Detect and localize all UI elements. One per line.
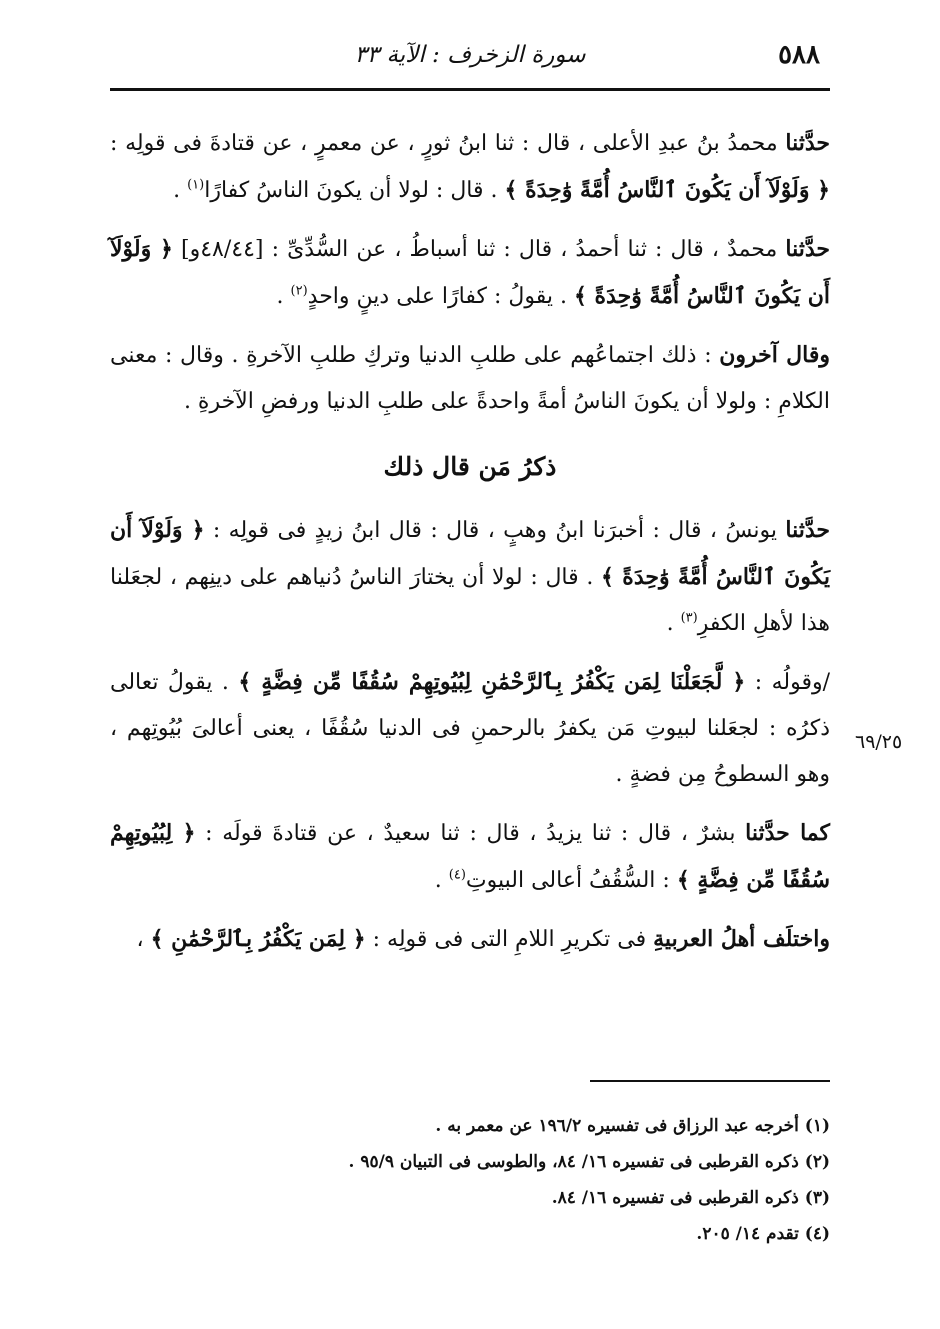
paragraph-text: فى تكريرِ اللامِ التى فى قولِه :: [365, 927, 654, 952]
paragraph-text: محمدُ بنُ عبدِ الأعلى ، قال : ثنا ابنُ ثورٍ ، عن معمرٍ ، عن قتادةَ فى قولِه :: [110, 131, 786, 156]
paragraph-end: .: [434, 868, 449, 893]
paragraph: [110, 332, 830, 425]
paragraph-end: .: [666, 611, 681, 636]
paragraph: [110, 659, 830, 798]
section-heading: ذكرُ مَن قال ذلك: [383, 452, 557, 481]
quran-verse: ﴿ وَلَوْلَآ أَن يَكُونَ ٱلنَّاسُ أُمَّةً وَٰحِدَةً ﴾: [504, 177, 830, 203]
paragraph-lead: حدَّثنا: [785, 236, 830, 262]
page-number: ٥٨٨: [778, 40, 820, 70]
paragraph-lead: وقال آخرون: [719, 342, 830, 368]
paragraph-lead: حدَّثنا: [785, 517, 830, 543]
paragraph: [110, 916, 830, 963]
paragraph-text: بشرٌ ، قال : ثنا يزيدُ ، قال : ثنا سعيدٌ ، عن قتادةَ قولَه :: [195, 821, 746, 846]
footnote: (٢) ذكره القرطبى فى تفسيره ١٦/ ٨٤، والطوسى فى التبيان ٩٥/٩ .: [348, 1152, 830, 1172]
paragraph: [110, 507, 830, 647]
paragraph-tail: . يقولُ : كفارًا على دينٍ واحدٍ: [307, 284, 574, 309]
paragraph-text: : ذلك اجتماعُهم على طلبِ الدنيا وتركِ طلبِ الآخرةِ . وقال : معنى الكلامِ : ولولا أن يكونَ الناسُ أمةً واحدةً على طلبِ الدنيا ورفضِ الآخرةِ .: [110, 343, 830, 414]
page-header: [110, 32, 830, 91]
quran-verse: ﴿ لِبُيُوتِهِمْ سُقُفًا مِّن فِضَّةٍ ﴾: [110, 820, 830, 893]
body-text: [110, 120, 830, 975]
quran-verse: ﴿ وَلَوْلَآ أَن يَكُونَ ٱلنَّاسُ أُمَّةً وَٰحِدَةً ﴾: [110, 517, 830, 590]
footnote-separator: [590, 1080, 830, 1082]
quran-verse: ﴿ لَّجَعَلْنَا لِمَن يَكْفُرُ بِٱلرَّحْمَٰنِ لِبُيُوتِهِمْ سُقُفًا مِّن فِضَّةٍ ﴾: [238, 669, 746, 695]
footnote-ref: (٢): [290, 283, 308, 299]
paragraph: [110, 810, 830, 904]
footnote-ref: (٤): [448, 867, 466, 883]
paragraph-tail: ،: [136, 927, 151, 952]
paragraph-tail: . قال : لولا أن يختارَ الناسُ دُنياهم على دينِهم ، لجعَلنا هذا لأهلِ الكفرِ: [110, 565, 830, 636]
paragraph-text: /وقولُه :: [745, 670, 830, 695]
paragraph-text: محمدٌ ، قال : ثنا أحمدُ ، قال : ثنا أسباطُ ، عن السُّدِّىِّ : [٤٨/٤٤و]: [172, 237, 786, 262]
paragraph-tail: . قال : لولا أن يكونَ الناسُ كفارًا: [204, 178, 505, 203]
paragraph-tail: . يقولُ تعالى ذكرُه : لجعَلنا لبيوتِ مَن يكفرُ بالرحمنِ فى الدنيا سُقُفًا ، يعنى أعالىَ بُيُوتِهم ، وهو السطوحُ مِن فضةٍ .: [110, 670, 830, 787]
paragraph: [110, 226, 830, 320]
paragraph-tail: : السُّقُفُ أعالى البيوتِ: [465, 868, 677, 893]
paragraph-lead: حدَّثنا: [785, 130, 830, 156]
paragraph-lead: واختلَف أهلُ العربيةِ: [653, 926, 830, 952]
margin-reference: ٦٩/٢٥: [855, 731, 903, 753]
footnote-ref: (١): [187, 177, 205, 193]
paragraph-end: .: [173, 178, 188, 203]
paragraph-lead: كما حدَّثنا: [745, 820, 830, 846]
footnotes: [110, 1108, 830, 1252]
footnote: (٤) تقدم ١٤/ ٢٠٥.: [696, 1224, 830, 1244]
paragraph: [110, 120, 830, 214]
quran-verse: ﴿ لِمَن يَكْفُرُ بِٱلرَّحْمَٰنِ ﴾: [150, 926, 366, 952]
footnote: (٣) ذكره القرطبى فى تفسيره ١٦/ ٨٤.: [551, 1188, 830, 1208]
footnote: (١) أخرجه عبد الرزاق فى تفسيره ١٩٦/٢ عن معمر به .: [435, 1116, 830, 1136]
footnote-ref: (٣): [680, 610, 698, 626]
quran-verse: ﴿ وَلَوْلَآ أَن يَكُونَ ٱلنَّاسُ أُمَّةً وَٰحِدَةً ﴾: [110, 236, 830, 309]
paragraph-text: يونسُ ، قال : أخبرَنا ابنُ وهبٍ ، قال : قال ابنُ زيدٍ فى قولِه :: [204, 518, 786, 543]
running-title: سورة الزخرف : الآية ٣٣: [354, 42, 586, 68]
paragraph-end: .: [276, 284, 291, 309]
